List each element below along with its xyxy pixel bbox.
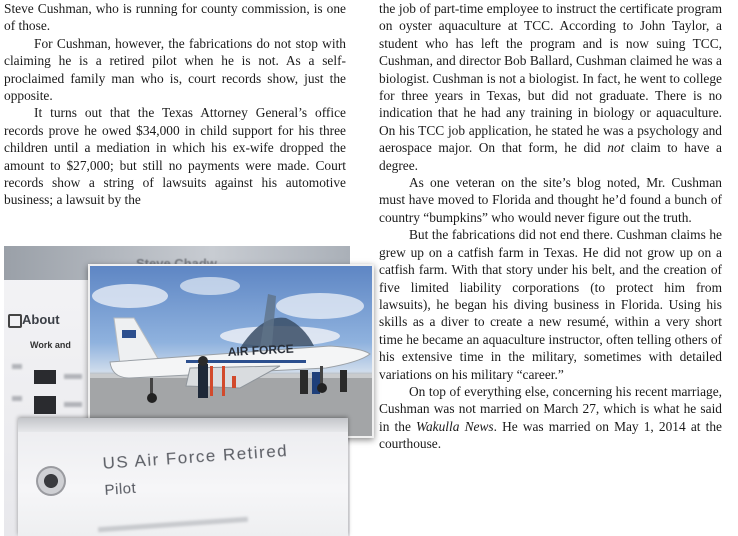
article-left-column — [4, 0, 346, 209]
thumbnail-2 — [34, 396, 56, 414]
article-right-column — [379, 0, 722, 453]
profile-zoom-crop — [18, 418, 348, 536]
jet-photo — [88, 264, 374, 438]
right-paragraph-3: But the fabrications did not end there. Cushman claims he grew up on a catfish farm in Texas. He did not grow up on a catfish farm. With that story under his belt, and the creation of five limited liability corporations (to protect him from lawsuits), he began his diving business in Florida. Using his skills as a diver to create a new resumé, within a very short time he became an aquaculture instructor, often telling others of his extensive time in the military, sometimes with detailed variations on his military “career.” — [379, 227, 722, 382]
jet-lettering: AIR FORCE — [227, 341, 295, 359]
blurred-header — [18, 418, 348, 432]
blurred-text — [64, 402, 82, 407]
right-p1-text: the job of part-time employee to instruct the certificate program on oyster aquaculture at TCC. According to John Taylor, a student who has left the program and is now suing TCC, Cushman, and director Bob Ballard, Cushman claimed he was a biologist. Cushman is not a biologist. In fact, he went to college for three years in Texas, but did not graduate. There is no indication that he had any training in biology or aquaculture. On his TCC job application, he stated he was a psychology and aerospace major. On that form, he did — [379, 1, 722, 156]
left-paragraph-2: For Cushman, however, the fabrications do not stop with claiming he is a retired pilot when he is not. As a self-proclaimed family man who is, court records show, just the opposite. — [4, 35, 346, 104]
retired-title: US Air Force Retired — [102, 441, 289, 473]
left-paragraph-1: Steve Cushman, who is running for county commission, is one of those. — [4, 1, 346, 34]
radio-icon — [36, 466, 66, 496]
right-p1-end: claim to have a degree. — [379, 140, 722, 173]
blurred-text — [12, 396, 22, 401]
pilot-subtitle: Pilot — [104, 479, 137, 499]
blurred-text — [98, 517, 248, 532]
left-paragraph-3: It turns out that the Texas Attorney General’s office records prove he owed $34,000 in child support for his three children until a mediation in which his ex-wife dropped the amount to $27,000; but still no payments were made. Court records show a string of lawsuits against his automotive business; a lawsuit by the — [4, 105, 346, 208]
right-p4-text: On top of everything else, concerning his recent marriage, Cushman was not married on March 27, which is what he said in the — [379, 383, 722, 434]
about-label: About — [22, 312, 60, 327]
right-paragraph-1 — [379, 0, 722, 174]
right-paragraph-4 — [379, 383, 722, 453]
photo-collage — [4, 236, 366, 536]
thumbnail-1 — [34, 370, 56, 384]
right-p4-end: . He was married on May 1, 2014 at the courthouse. — [379, 418, 722, 452]
newspaper-name: Wakulla News — [416, 418, 494, 434]
blurred-text — [12, 364, 22, 369]
about-icon — [8, 314, 22, 328]
blurred-text — [64, 374, 82, 379]
right-paragraph-2: As one veteran on the site’s blog noted, Mr. Cushman must have moved to Florida and thought he’d found a bunch of country “bumpkins” who would never figure out the truth. — [379, 175, 722, 225]
jet-illustration — [90, 266, 372, 436]
work-label: Work and — [30, 340, 71, 350]
right-p1-emphasis: not — [607, 140, 625, 156]
